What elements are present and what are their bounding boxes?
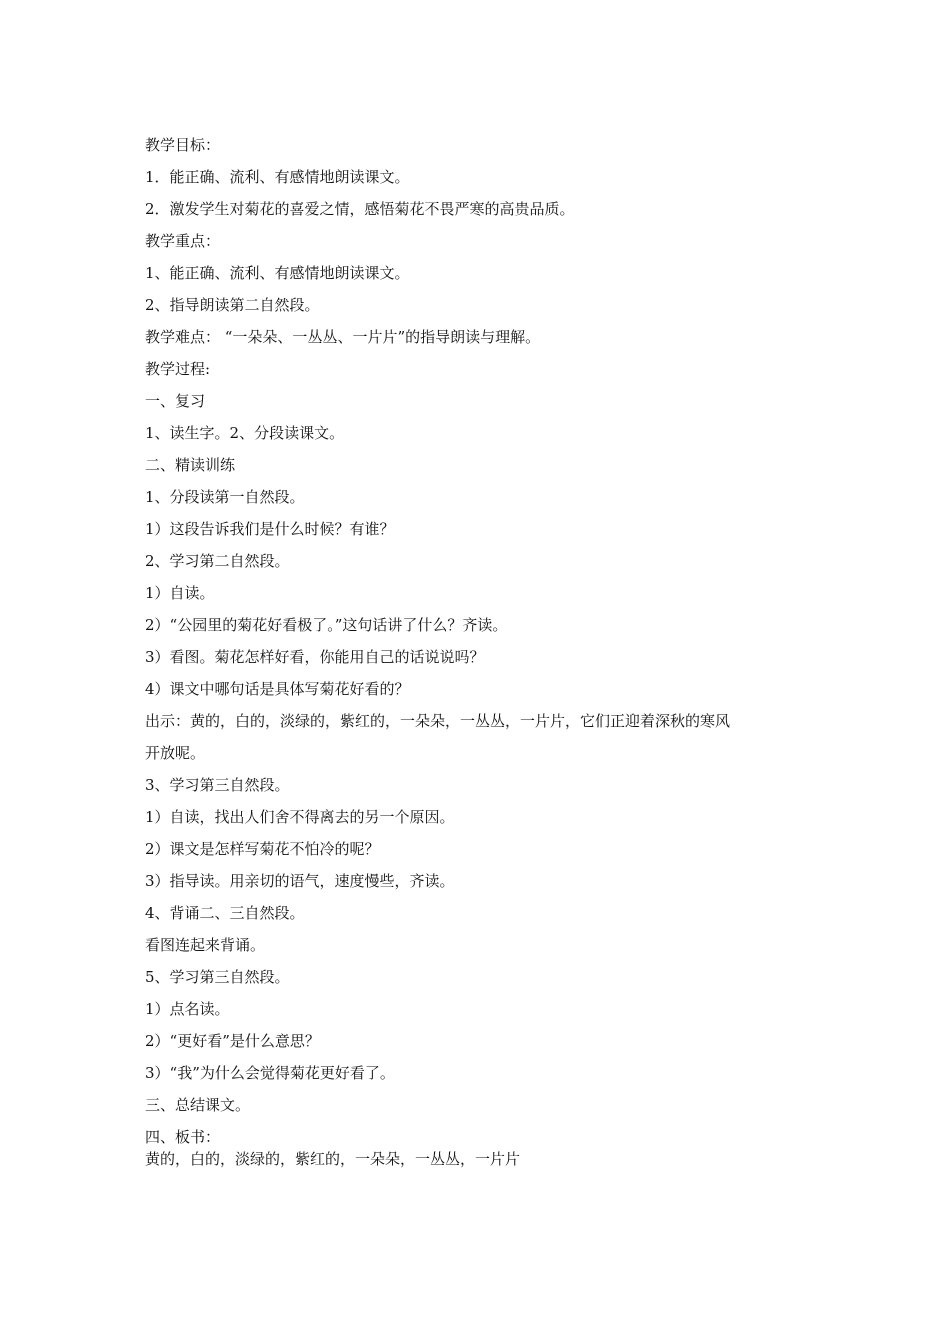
blackboard-content: 黄的，白的，淡绿的，紫红的，一朵朵，一丛丛，一片片 [145, 1150, 521, 1168]
step-3-sub-1: 1）自读，找出人们舍不得离去的另一个原因。 [145, 808, 455, 826]
step-2-sub-4: 4）课文中哪句话是具体写菊花好看的？ [145, 680, 410, 698]
step-2-sub-2: 2）“公园里的菊花好看极了。”这句话讲了什么？齐读。 [145, 616, 508, 634]
display-sentence-continued: 开放呢。 [145, 744, 206, 762]
key-point-item-2: 2、指导朗读第二自然段。 [145, 296, 320, 314]
step-3-sub-3: 3）指导读。用亲切的语气，速度慢些，齐读。 [145, 872, 455, 890]
step-4: 4、背诵二、三自然段。 [145, 904, 305, 922]
step-3: 3、学习第三自然段。 [145, 776, 290, 794]
section-intensive-reading: 二、精读训练 [145, 456, 236, 474]
section-blackboard: 四、板书： [145, 1128, 221, 1146]
teaching-difficulty: 教学难点： “一朵朵、一丛丛、一片片”的指导朗读与理解。 [145, 328, 541, 346]
heading-teaching-goals: 教学目标： [145, 136, 221, 154]
step-1-sub-1: 1）这段告诉我们是什么时候？有谁？ [145, 520, 395, 538]
step-1: 1、分段读第一自然段。 [145, 488, 305, 506]
section-summary: 三、总结课文。 [145, 1096, 251, 1114]
step-5-sub-3: 3）“我”为什么会觉得菊花更好看了。 [145, 1064, 395, 1082]
step-2: 2、学习第二自然段。 [145, 552, 290, 570]
step-5-sub-2: 2）“更好看”是什么意思？ [145, 1032, 320, 1050]
step-2-sub-1: 1）自读。 [145, 584, 215, 602]
step-5: 5、学习第三自然段。 [145, 968, 290, 986]
step-2-sub-3: 3）看图。菊花怎样好看，你能用自己的话说说吗？ [145, 648, 485, 666]
step-4-detail: 看图连起来背诵。 [145, 936, 266, 954]
heading-teaching-process: 教学过程: [145, 360, 211, 378]
step-3-sub-2: 2）课文是怎样写菊花不怕冷的呢？ [145, 840, 380, 858]
heading-teaching-key-points: 教学重点： [145, 232, 221, 250]
section-review: 一、复习 [145, 392, 206, 410]
goal-item-2: 2．激发学生对菊花的喜爱之情，感悟菊花不畏严寒的高贵品质。 [145, 200, 575, 218]
key-point-item-1: 1、能正确、流利、有感情地朗读课文。 [145, 264, 410, 282]
document-body [145, 133, 825, 1179]
review-item: 1、读生字。2、分段读课文。 [145, 424, 345, 442]
goal-item-1: 1．能正确、流利、有感情地朗读课文。 [145, 168, 410, 186]
step-5-sub-1: 1）点名读。 [145, 1000, 230, 1018]
display-sentence: 出示：黄的，白的，淡绿的，紫红的，一朵朵，一丛丛，一片片，它们正迎着深秋的寒风 [145, 712, 731, 730]
